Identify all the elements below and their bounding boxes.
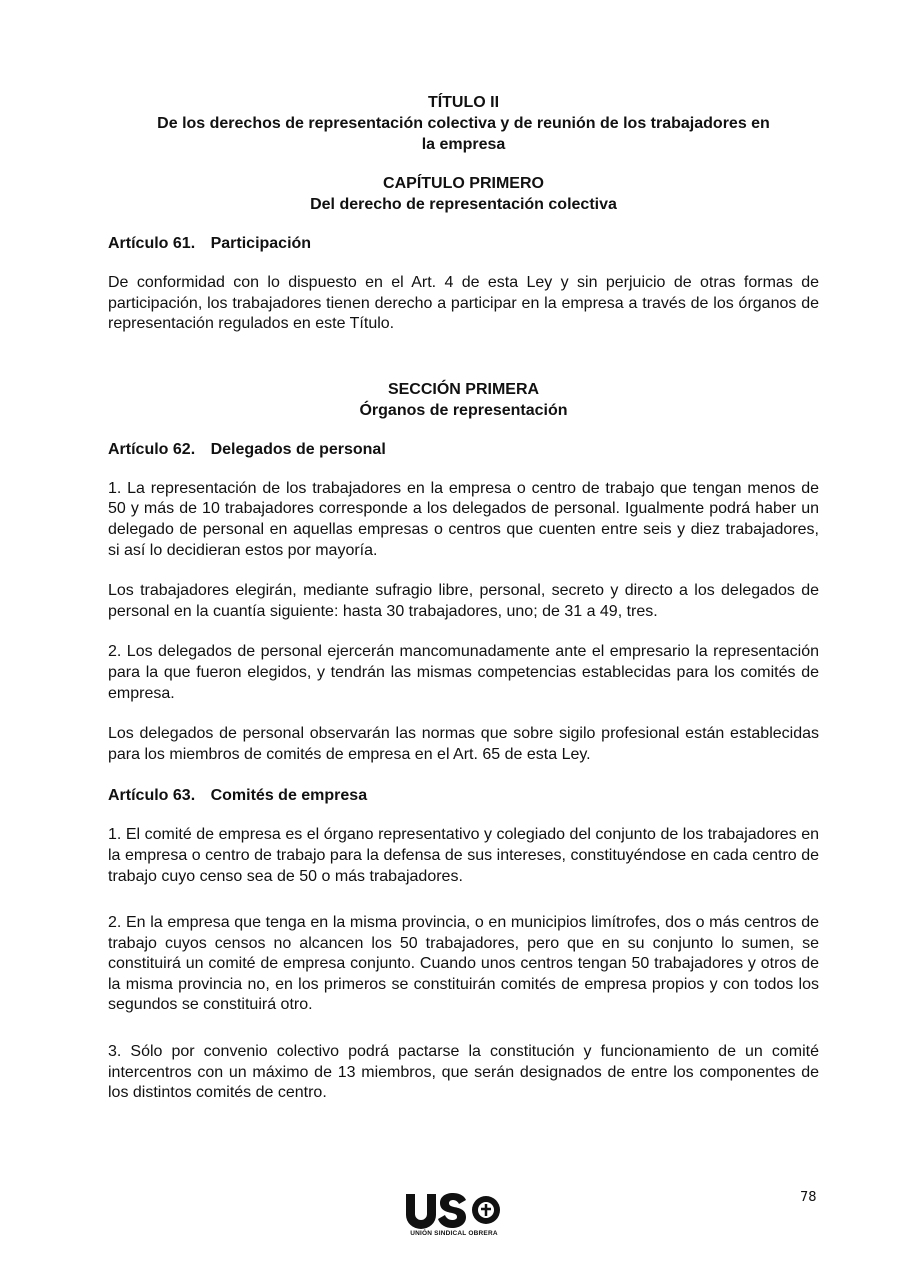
- chapter-block: [108, 173, 819, 215]
- article-63-paragraph-1: 1. El comité de empresa es el órgano representativo y colegiado del conjunto de los trabajadores en la empresa o centro de trabajo para la defensa de sus intereses, constituyéndose en cada centro de trabajo cuyo censo sea de 50 o más trabajadores.: [108, 826, 819, 885]
- article-61-paragraph-1: De conformidad con lo dispuesto en el Art. 4 de esta Ley y sin perjuicio de otras formas de participación, los trabajadores tienen derecho a participar en la empresa a través de los órganos de representación regulados en este Título.: [108, 274, 819, 333]
- page-number: 78: [800, 1190, 817, 1205]
- title-heading: TÍTULO II: [427, 94, 500, 111]
- section-heading: SECCIÓN PRIMERA: [387, 380, 540, 398]
- article-62-paragraph-3: 2. Los delegados de personal ejercerán mancomunadamente ante el empresario la representación para la que fueron elegidos, y tendrán las mismas competencias establecidas para los comités de empresa.: [108, 643, 819, 702]
- document-page: [108, 92, 819, 1124]
- chapter-subtitle: Del derecho de representación colectiva: [310, 196, 617, 213]
- article-63-number: Artículo 63.: [108, 787, 196, 805]
- article-63-name: Comités de empresa: [210, 787, 368, 805]
- article-63-heading: [108, 785, 819, 806]
- article-62-heading: [108, 439, 819, 460]
- title-subtitle-line1: De los derechos de representación colectiva y de reunión de los trabajadores en: [157, 115, 770, 132]
- article-61-heading: [108, 233, 819, 254]
- section-subtitle: Órganos de representación: [359, 401, 568, 419]
- article-62-paragraph-4: Los delegados de personal observarán las normas que sobre sigilo profesional están establecidas para los miembros de comités de empresa en el Art. 65 de esta Ley.: [108, 725, 819, 763]
- title-block: [108, 92, 819, 155]
- article-61-number: Artículo 61.: [108, 235, 196, 252]
- title-subtitle-line2: la empresa: [421, 136, 506, 153]
- article-62-name: Delegados de personal: [210, 440, 386, 458]
- logo-caption: UNIÓN SINDICAL OBRERA: [410, 1230, 498, 1237]
- article-63-paragraph-2: 2. En la empresa que tenga en la misma provincia, o en municipios limítrofes, dos o más centros de trabajo cuyos censos no alcancen los 50 trabajadores, pero que en su conjunto lo sumen, se constituirá un comité de empresa conjunto. Cuando unos centros tengan 50 trabajadores y otros de la misma provincia no, en los primeros se constituirán comités de empresa propios y con todos los segundos se constituirá otro.: [108, 914, 819, 1014]
- article-62-paragraph-2: Los trabajadores elegirán, mediante sufragio libre, personal, secreto y directo a los delegados de personal en la cuantía siguiente: hasta 30 trabajadores, uno; de 31 a 49, tres.: [108, 582, 819, 620]
- article-62-number: Artículo 62.: [108, 440, 196, 458]
- article-62-paragraph-1: 1. La representación de los trabajadores en la empresa o centro de trabajo que tengan menos de 50 y más de 10 trabajadores corresponde a los delegados de personal. Igualmente podrá haber un delegado de personal en aquellas empresas o centros que cuenten entre seis y diez trabajadores, si así lo decidieran estos por mayoría.: [108, 479, 819, 559]
- section-block: [108, 379, 819, 421]
- article-63-paragraph-3: 3. Sólo por convenio colectivo podrá pactarse la constitución y funcionamiento de un comité intercentros con un máximo de 13 miembros, que serán designados de entre los componentes de los distintos comités de centro.: [108, 1043, 819, 1102]
- article-61-name: Participación: [210, 235, 312, 252]
- chapter-heading: CAPÍTULO PRIMERO: [383, 175, 544, 192]
